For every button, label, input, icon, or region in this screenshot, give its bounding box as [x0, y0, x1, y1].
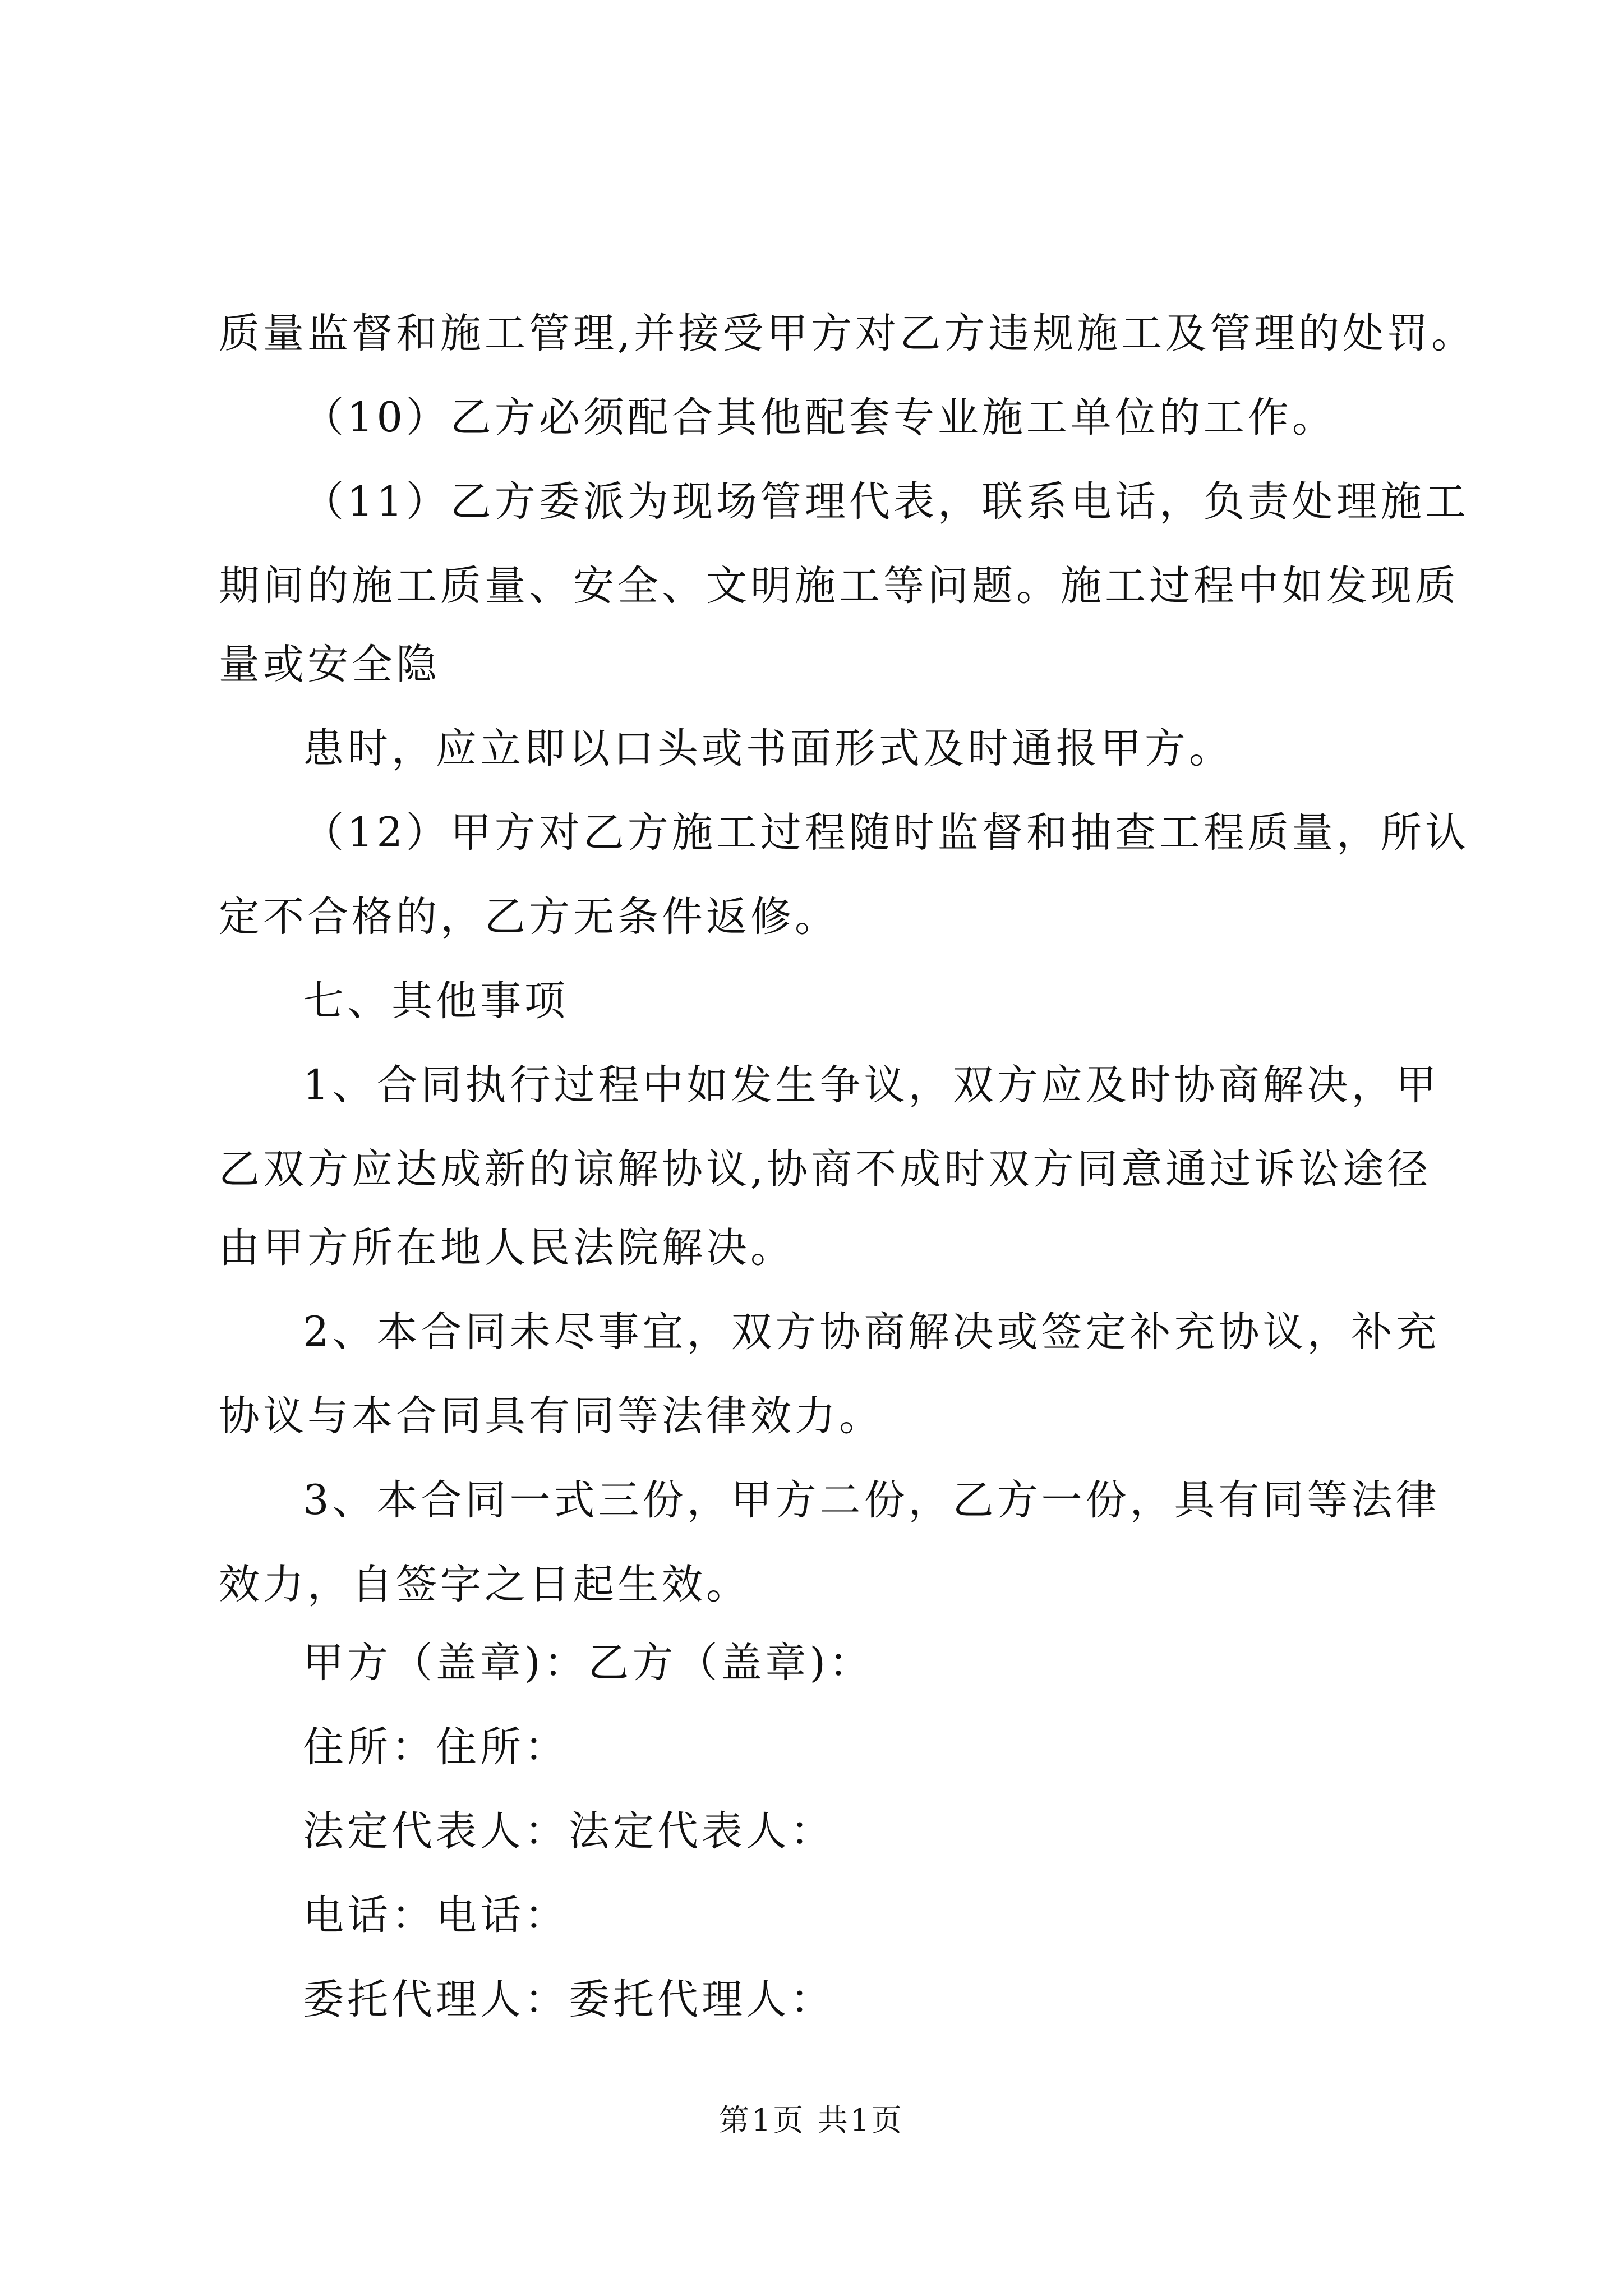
text-line: 患时，应立即以口头或书面形式及时通报甲方。 [303, 725, 1233, 772]
signature-field: 住所：住所： [303, 1723, 569, 1771]
section-heading: 七、其他事项 [303, 977, 569, 1025]
signature-field: 法定代表人：法定代表人： [303, 1807, 834, 1855]
page-footer: 第1页 共1页 [719, 2102, 904, 2138]
text-line: 由甲方所在地人民法院解决。 [219, 1224, 795, 1272]
text-line: （10）乙方必须配合其他配套专业施工单位的工作。 [303, 394, 1336, 441]
text-line: 乙双方应达成新的谅解协议,协商不成时双方同意通过诉讼途径 [219, 1145, 1432, 1193]
text-line: 1、合同执行过程中如发生争议，双方应及时协商解决，甲 [303, 1061, 1440, 1109]
text-line: 期间的施工质量、安全、文明施工等问题。施工过程中如发现质 [219, 562, 1459, 610]
text-line: 效力，自签字之日起生效。 [219, 1561, 750, 1608]
text-line: （11）乙方委派为现场管理代表，联系电话，负责处理施工 [303, 478, 1469, 526]
text-line: 质量监督和施工管理,并接受甲方对乙方违规施工及管理的处罚。 [219, 310, 1476, 357]
text-line: 定不合格的，乙方无条件返修。 [219, 893, 839, 941]
text-line: 量或安全隐 [219, 641, 440, 688]
signature-field: 委托代理人：委托代理人： [303, 1976, 834, 2023]
text-line: 3、本合同一式三份，甲方二份，乙方一份，具有同等法律 [303, 1476, 1440, 1524]
text-line: （12）甲方对乙方施工过程随时监督和抽查工程质量，所认 [303, 809, 1469, 857]
text-line: 协议与本合同具有同等法律效力。 [219, 1392, 883, 1440]
signature-field: 电话：电话： [303, 1892, 569, 1939]
signature-field: 甲方（盖章)：乙方（盖章)： [303, 1639, 873, 1687]
text-line: 2、本合同未尽事宜，双方协商解决或签定补充协议，补充 [303, 1308, 1440, 1356]
